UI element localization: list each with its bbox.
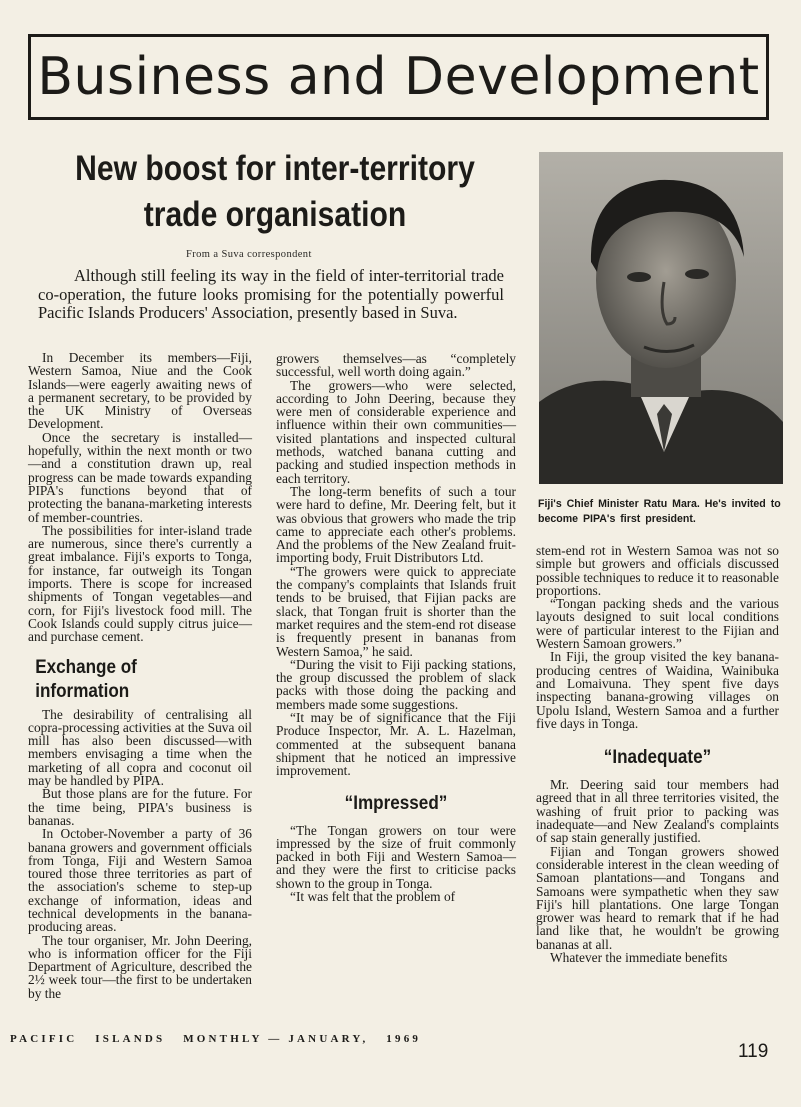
- paragraph: Whatever the immediate benefits: [550, 950, 728, 966]
- paragraph: “Tongan packing sheds and the various layouts designed to suit local conditions were of particular interest to the Fijian and Western Samoan growers.”: [536, 596, 779, 652]
- photo-caption: Fiji's Chief Minister Ratu Mara. He's invited to become PIPA's first president.: [538, 498, 781, 525]
- article-byline: From a Suva correspondent: [186, 249, 312, 260]
- portrait-photo: [539, 152, 783, 484]
- paragraph: The long-term benefits of such a tour were hard to define, Mr. Deering felt, but it was obvious that growers who made the trip came to appreciate each other's problems. And the problems of the New Zealand fruit-importing body, Fruit Distributors Ltd.: [276, 483, 516, 566]
- paragraph: In December its members—Fiji, Western Samoa, Niue and the Cook Islands—were eagerly awaiting news of a permanent secretary, to be provided by the UK Ministry of Overseas Development.: [28, 350, 252, 432]
- page-number: 119: [738, 1041, 769, 1062]
- paragraph: The desirability of centralising all copra-processing activities at the Suva oil mill has also been discussed—with members envisaging a time when the marketing of all copra and coconut oil may be handled by PIPA.: [28, 706, 252, 789]
- headline-line-1: New boost for inter-territory: [75, 149, 475, 188]
- article-intro: Although still feeling its way in the field of inter-territorial trade co-operation, the future looks promising for the potentially powerful Pacific Islands Producers' Association, presently based in Suva.: [38, 266, 504, 322]
- paragraph: “The growers were quick to appreciate the company's complaints that Islands fruit tends to be bruised, that Fijian packs are slack, that Tongan fruit is shorter than the market requires and the stem-end rot disease is frequently present in bananas from Western Samoa,” he said.: [276, 563, 516, 659]
- paragraph: The possibilities for inter-island trade are numerous, since there's currently a great imbalance. Fiji's exports to Tonga, for instance, far outweigh its Tongan imports. There is scope for increased shipments of Tongan vegetables—and corn, for Fiji's livestock food mill. The Cook Islands could supply citrus juice—and purchase cement.: [28, 522, 252, 645]
- subheading-impressed: “Impressed”: [344, 792, 448, 814]
- article-headline: [73, 146, 477, 238]
- article-column-3: [536, 544, 779, 964]
- paragraph: “It was felt that the problem of: [290, 888, 456, 904]
- paragraph: Mr. Deering said tour members had agreed that in all three territories visited, the washing of fruit prior to packing was inadequate—and New Zealand's complaints of sap stain generally justified.: [536, 777, 779, 846]
- section-masthead: [28, 34, 769, 120]
- paragraph: “The Tongan growers on tour were impressed by the size of fruit commonly packed in both Fiji and Western Samoa—and they were the first to criticise packs shown to the group in Tonga.: [276, 822, 516, 891]
- paragraph: Fijian and Tongan growers showed considerable interest in the clean weeding of Samoan plantations—and Tongans and Samoans were sympathetic when they saw Fiji's hill plantations. One large Tongan grower was heard to remark that if he had land like that, he wouldn't be growing bananas at all.: [536, 843, 779, 952]
- paragraph: But those plans are for the future. For the time being, PIPA's business is bananas.: [28, 786, 252, 828]
- headline-line-2: trade organisation: [143, 195, 407, 234]
- paragraph: The growers—who were selected, according to John Deering, because they were men of considerable experience and influence within their own communities—visited plantations and inspected cultural methods, watched banana cutting and packing and studied inspection methods in each territory.: [276, 377, 516, 486]
- paragraph: “It may be of significance that the Fiji Produce Inspector, Mr. A. L. Hazelman, commented at the subsequent banana shipment that he noticed an impressive improvement.: [276, 710, 516, 779]
- section-title: Business and Development: [37, 47, 760, 107]
- paragraph: The tour organiser, Mr. John Deering, who is information officer for the Fiji Department of Agriculture, described the 2½ week tour—the first to be undertaken by the: [28, 932, 252, 1001]
- subheading-inadequate: “Inadequate”: [603, 747, 712, 769]
- paragraph: Once the secretary is installed—hopefully, within the next month or two—and a constitution drawn up, real progress can be made towards expanding PIPA's functions beyond that of protecting the banana-marketing interests of member-countries.: [28, 429, 252, 525]
- subheading-exchange-of-information: Exchange of information: [35, 656, 137, 702]
- paragraph: In October-November a party of 36 banana growers and government officials from Tonga, Fiji and Western Samoa toured those three territories as part of the association's scheme to step-up exchange of information, ideas and technical developments in the banana-producing areas.: [28, 826, 252, 935]
- paragraph: stem-end rot in Western Samoa was not so simple but growers and officials discussed possible techniques to reduce it to reasonable proportions.: [536, 543, 779, 598]
- paragraph: In Fiji, the group visited the key banana-producing centres of Waidina, Wainibuka and Lomaivuna. They spent five days inspecting banana-growing villages on Upolu Island, Western Samoa and a further five days in Tonga.: [536, 649, 779, 731]
- article-column-1: [28, 351, 252, 1000]
- portrait-illustration: [539, 152, 783, 484]
- article-column-2: [276, 352, 516, 903]
- publication-footer: PACIFIC ISLANDS MONTHLY — JANUARY, 1969: [10, 1033, 422, 1045]
- paragraph: “During the visit to Fiji packing stations, the group discussed the problem of slack packs with those doing the packing and members made some suggestions.: [276, 656, 516, 712]
- paragraph: growers themselves—as “completely successful, well worth doing again.”: [276, 351, 516, 380]
